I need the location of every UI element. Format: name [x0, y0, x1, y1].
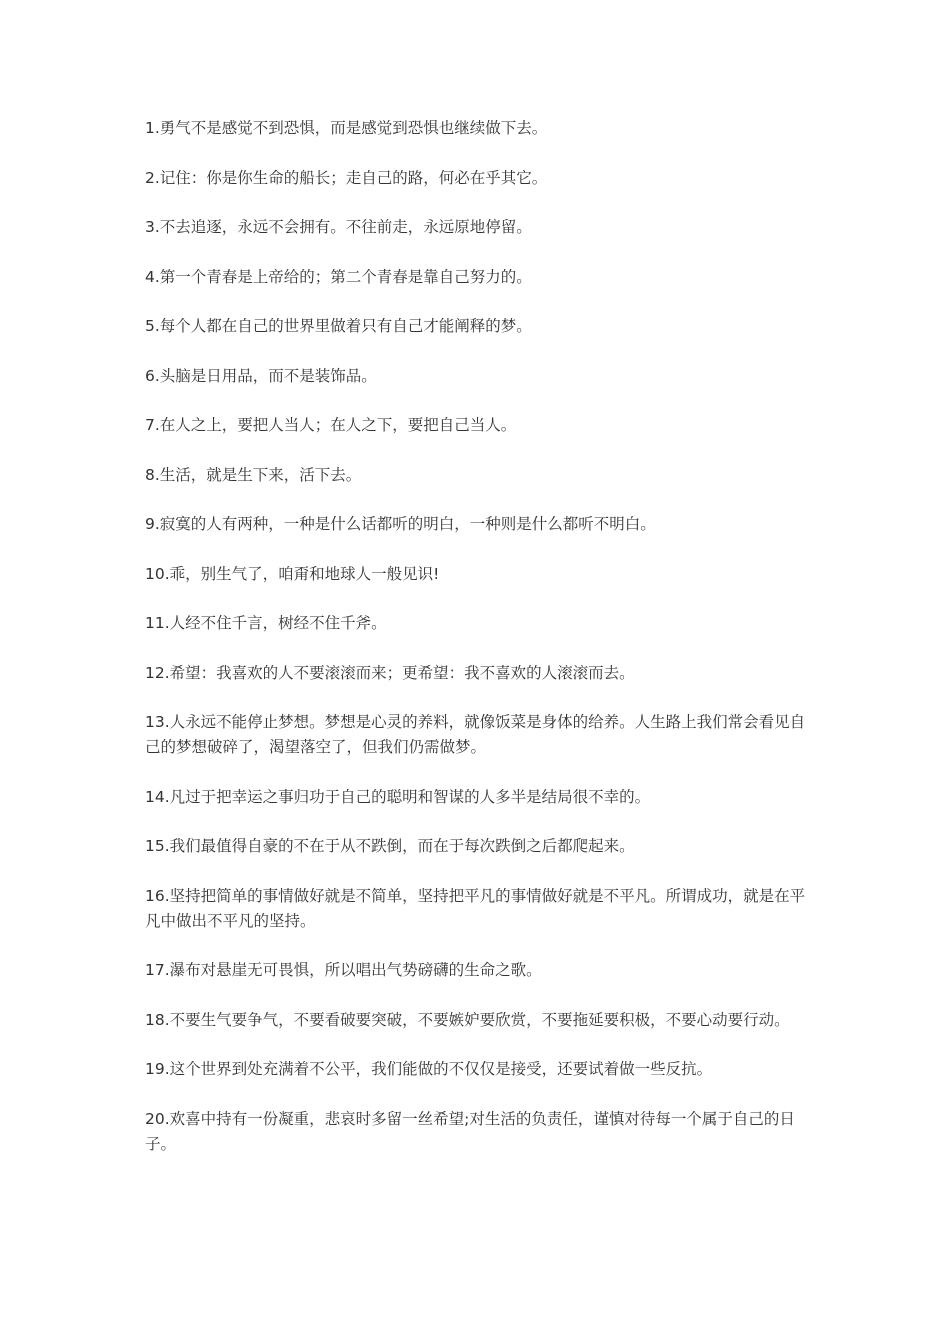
quote-item-11: 11.人经不住千言，树经不住千斧。: [145, 614, 387, 632]
quote-item-19: 19.这个世界到处充满着不公平，我们能做的不仅仅是接受，还要试着做一些反抗。: [145, 1060, 713, 1078]
quote-item-14: 14.凡过于把幸运之事归功于自己的聪明和智谋的人多半是结局很不幸的。: [145, 787, 651, 806]
quote-item-16: 16.坚持把简单的事情做好就是不简单，坚持把平凡的事情做好就是不平凡。所谓成功，就是在平凡中做出不平凡的坚持。: [145, 886, 806, 930]
quote-item-6: 6.头脑是日用品，而不是装饰品。: [145, 366, 377, 385]
quote-item-13: 13.人永远不能停止梦想。梦想是心灵的养料，就像饭菜是身体的给养。人生路上我们常会看见自己的梦想破碎了，渴望落空了，但我们仍需做梦。: [145, 713, 806, 756]
quote-item-7: 7.在人之上，要把人当人；在人之下，要把自己当人。: [145, 416, 517, 434]
quote-item-5: 5.每个人都在自己的世界里做着只有自己才能阐释的梦。: [145, 317, 532, 335]
quote-item-8: 8.生活，就是生下来，活下去。: [145, 465, 362, 484]
quote-item-20: 20.欢喜中持有一份凝重，悲哀时多留一丝希望;对生活的负责任，谨慎对待每一个属于自己的日子。: [145, 1109, 795, 1153]
quote-item-9: 9.寂寞的人有两种，一种是什么话都听的明白，一种则是什么都听不明白。: [145, 515, 656, 533]
quote-item-2: 2.记住：你是你生命的船长；走自己的路，何必在乎其它。: [145, 168, 548, 187]
quote-item-1: 1.勇气不是感觉不到恐惧，而是感觉到恐惧也继续做下去。: [145, 119, 548, 137]
quote-item-3: 3.不去追逐，永远不会拥有。不往前走，永远原地停留。: [145, 218, 532, 236]
quote-item-15: 15.我们最值得自豪的不在于从不跌倒，而在于每次跌倒之后都爬起来。: [145, 837, 635, 855]
quote-item-12: 12.希望：我喜欢的人不要滚滚而来；更希望：我不喜欢的人滚滚而去。: [145, 663, 635, 682]
quote-item-10: 10.乖，别生气了，咱甭和地球人一般见识!: [145, 564, 440, 583]
quote-list: [145, 116, 810, 1181]
quote-item-17: 17.瀑布对悬崖无可畏惧，所以唱出气势磅礴的生命之歌。: [145, 961, 542, 979]
quote-item-18: 18.不要生气要争气，不要看破要突破，不要嫉妒要欣赏，不要拖延要积极，不要心动要行动。: [145, 1010, 790, 1029]
quote-item-4: 4.第一个青春是上帝给的；第二个青春是靠自己努力的。: [145, 267, 532, 286]
